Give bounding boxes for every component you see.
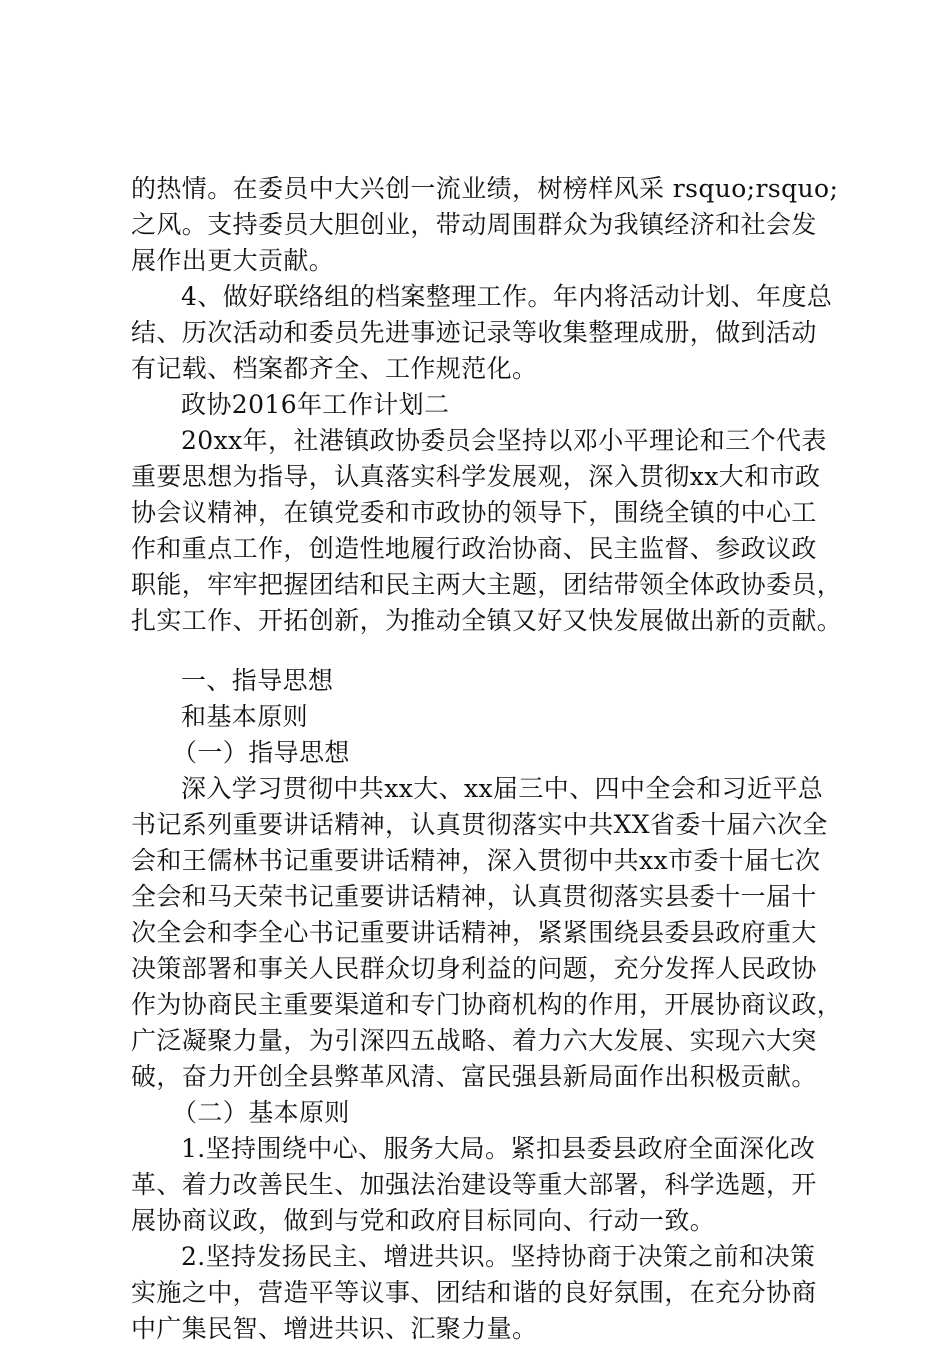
- body-line: 革、着力改善民生、加强法治建设等重大部署，科学选题，开: [131, 1170, 817, 1199]
- body-line: 2.坚持发扬民主、增进共识。坚持协商于决策之前和决策: [181, 1242, 816, 1271]
- body-line: 之风。支持委员大胆创业，带动周围群众为我镇经济和社会发: [131, 210, 817, 239]
- body-line: 扎实工作、开拓创新，为推动全镇又好又快发展做出新的贡献。: [131, 606, 843, 635]
- subsection-heading: （一）指导思想: [172, 738, 350, 767]
- body-line: 会和王儒林书记重要讲话精神，深入贯彻中共xx市委十届七次: [131, 846, 821, 875]
- body-line: 协会议精神，在镇党委和市政协的领导下，围绕全镇的中心工: [131, 498, 817, 527]
- body-line: 广泛凝聚力量，为引深四五战略、着力六大发展、实现六大突: [131, 1026, 817, 1055]
- body-line: 全会和马天荣书记重要讲话精神，认真贯彻落实县委十一届十: [131, 882, 817, 911]
- section-heading: 和基本原则: [181, 702, 309, 731]
- body-line: 的热情。在委员中大兴创一流业绩，树榜样风采 rsquo;rsquo;: [131, 174, 839, 203]
- body-line: 破，奋力开创全县弊革风清、富民强县新局面作出积极贡献。: [131, 1062, 817, 1091]
- body-line: 作和重点工作，创造性地履行政治协商、民主监督、参政议政: [131, 534, 817, 563]
- section-heading: 政协2016年工作计划二: [181, 390, 450, 419]
- body-line: 决策部署和事关人民群众切身利益的问题，充分发挥人民政协: [131, 954, 817, 983]
- body-line: 中广集民智、增进共识、汇聚力量。: [131, 1314, 538, 1343]
- body-line: 1.坚持围绕中心、服务大局。紧扣县委县政府全面深化改: [181, 1134, 816, 1163]
- body-line: 展协商议政，做到与党和政府目标同向、行动一致。: [131, 1206, 716, 1235]
- body-line: 结、历次活动和委员先进事迹记录等收集整理成册，做到活动: [131, 318, 817, 347]
- body-line: 书记系列重要讲话精神，认真贯彻落实中共XX省委十届六次全: [131, 810, 828, 839]
- body-line: 重要思想为指导，认真落实科学发展观，深入贯彻xx大和市政: [131, 462, 821, 491]
- body-line: 20xx年，社港镇政协委员会坚持以邓小平理论和三个代表: [181, 426, 827, 455]
- body-line: 次全会和李全心书记重要讲话精神，紧紧围绕县委县政府重大: [131, 918, 817, 947]
- body-line: 深入学习贯彻中共xx大、xx届三中、四中全会和习近平总: [181, 774, 824, 803]
- body-line: 展作出更大贡献。: [131, 246, 335, 275]
- body-line: 4、做好联络组的档案整理工作。年内将活动计划、年度总: [181, 282, 833, 311]
- body-line: 实施之中，营造平等议事、团结和谐的良好氛围，在充分协商: [131, 1278, 817, 1307]
- body-line: 职能，牢牢把握团结和民主两大主题，团结带领全体政协委员，: [131, 570, 843, 599]
- subsection-heading: （二）基本原则: [172, 1098, 350, 1127]
- body-line: 有记载、档案都齐全、工作规范化。: [131, 354, 538, 383]
- body-line: 作为协商民主重要渠道和专门协商机构的作用，开展协商议政，: [131, 990, 843, 1019]
- section-heading: 一、指导思想: [181, 666, 334, 695]
